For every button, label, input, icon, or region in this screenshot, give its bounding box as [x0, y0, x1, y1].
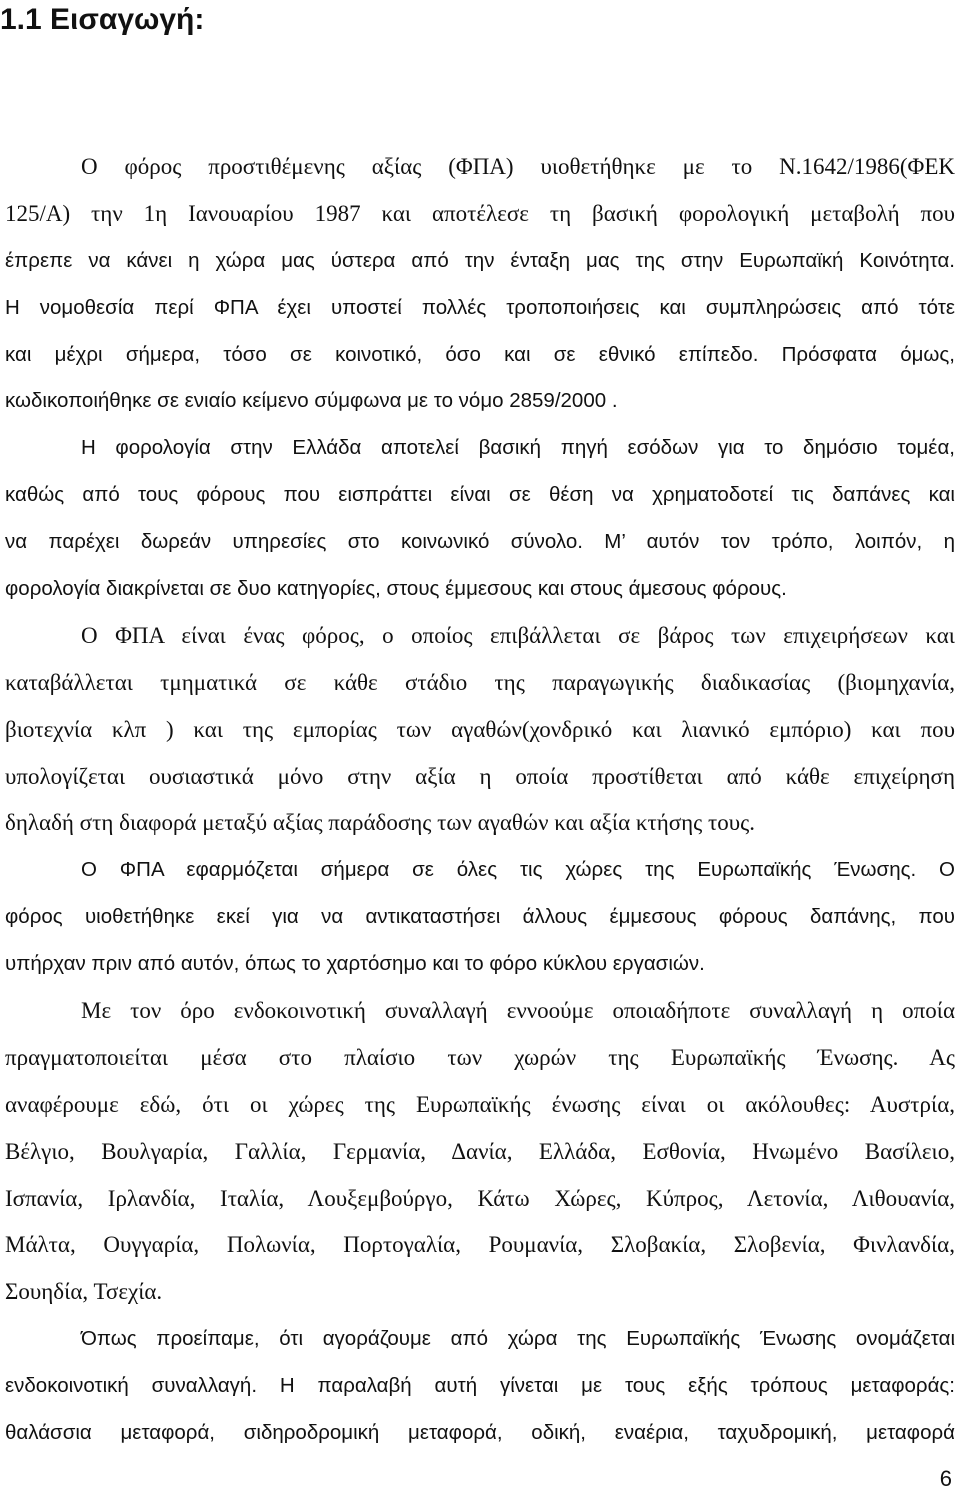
text-line: δηλαδή στη διαφορά μεταξύ αξίας παράδοσης των αγαθών και αξία κτήσης τους. — [5, 810, 756, 836]
text-line: Όπως προείπαμε, ότι αγοράζουμε από χώρα της Ευρωπαϊκής Ένωσης ονομάζεται — [81, 1327, 955, 1351]
text-line: Ο ΦΠΑ εφαρμόζεται σήμερα σε όλες τις χώρες της Ευρωπαϊκής Ένωσης. Ο — [81, 858, 955, 882]
text-line: ενδοκοινοτική συναλλαγή. Η παραλαβή αυτή γίνεται με τους εξής τρόπους μεταφοράς: — [5, 1374, 955, 1398]
text-line: Σουηδία, Τσεχία. — [5, 1279, 163, 1305]
text-line: κωδικοποιήθηκε σε ενιαίο κείμενο σύμφωνα με το νόμο 2859/2000 . — [5, 389, 618, 413]
text-line: να παρέχει δωρεάν υπηρεσίες στο κοινωνικό σύνολο. Μ’ αυτόν τον τρόπο, λοιπόν, η — [5, 530, 955, 554]
text-line: αναφέρουμε εδώ, ότι οι χώρες της Ευρωπαϊκής ένωσης είναι οι ακόλουθες: Αυστρία, — [5, 1091, 955, 1117]
text-line: πραγματοποιείται μέσα στο πλαίσιο των χωρών της Ευρωπαϊκής Ένωσης. Ας — [5, 1044, 955, 1070]
section-heading: 1.1 Εισαγωγή: — [0, 3, 205, 36]
text-line: καταβάλλεται τμηματικά σε κάθε στάδιο της παραγωγικής διαδικασίας (βιομηχανία, — [5, 669, 955, 695]
text-line: καθώς από τους φόρους που εισπράττει είναι σε θέση να χρηματοδοτεί τις δαπάνες και — [5, 483, 955, 507]
text-line: Βέλγιο, Βουλγαρία, Γαλλία, Γερμανία, Δανία, Ελλάδα, Εσθονία, Ηνωμένο Βασίλειο, — [5, 1138, 955, 1164]
text-line: φορολογία διακρίνεται σε δυο κατηγορίες, στους έμμεσους και στους άμεσους φόρους. — [5, 577, 787, 601]
text-line: 125/Α) την 1η Ιανουαρίου 1987 και αποτέλεσε τη βασική φορολογική μεταβολή που — [5, 200, 955, 226]
text-line: υπήρχαν πριν από αυτόν, όπως το χαρτόσημο και το φόρο κύκλου εργασιών. — [5, 952, 705, 976]
text-line: Ισπανία, Ιρλανδία, Ιταλία, Λουξεμβούργο, Κάτω Χώρες, Κύπρος, Λετονία, Λιθουανία, — [5, 1185, 955, 1211]
text-line: υπολογίζεται ουσιαστικά μόνο στην αξία η οποία προστίθεται από κάθε επιχείρηση — [5, 763, 955, 789]
text-line: έπρεπε να κάνει η χώρα μας ύστερα από την ένταξη μας της στην Ευρωπαϊκή Κοινότητα. — [5, 248, 955, 272]
text-line: Ο ΦΠΑ είναι ένας φόρος, ο οποίος επιβάλλεται σε βάρος των επιχειρήσεων και — [81, 622, 955, 648]
text-line: Η νομοθεσία περί ΦΠΑ έχει υποστεί πολλές τροποποιήσεις και συμπληρώσεις από τότε — [5, 295, 955, 319]
text-line: θαλάσσια μεταφορά, σιδηροδρομική μεταφορά, οδική, εναέρια, ταχυδρομική, μεταφορά — [5, 1421, 955, 1445]
text-line: φόρος υιοθετήθηκε εκεί για να αντικαταστήσει άλλους έμμεσους φόρους δαπάνης, που — [5, 905, 955, 929]
text-line: και μέχρι σήμερα, τόσο σε κοινοτικό, όσο και σε εθνικό επίπεδο. Πρόσφατα όμως, — [5, 342, 955, 366]
page-number: 6 — [939, 1466, 952, 1491]
text-line: Με τον όρο ενδοκοινοτική συναλλαγή εννοούμε οποιαδήποτε συναλλαγή η οποία — [81, 998, 955, 1024]
document-body — [5, 144, 955, 1457]
text-line: βιοτεχνία κλπ ) και της εμπορίας των αγαθών(χονδρικό και λιανικό εμπόριο) και που — [5, 716, 955, 742]
text-line: Ο φόρος προστιθέμενης αξίας (ΦΠΑ) υιοθετήθηκε με το Ν.1642/1986(ΦΕΚ — [81, 154, 955, 179]
text-line: Μάλτα, Ουγγαρία, Πολωνία, Πορτογαλία, Ρουμανία, Σλοβακία, Σλοβενία, Φινλανδία, — [5, 1232, 955, 1258]
text-line: Η φορολογία στην Ελλάδα αποτελεί βασική πηγή εσόδων για το δημόσιο τομέα, — [81, 436, 955, 460]
